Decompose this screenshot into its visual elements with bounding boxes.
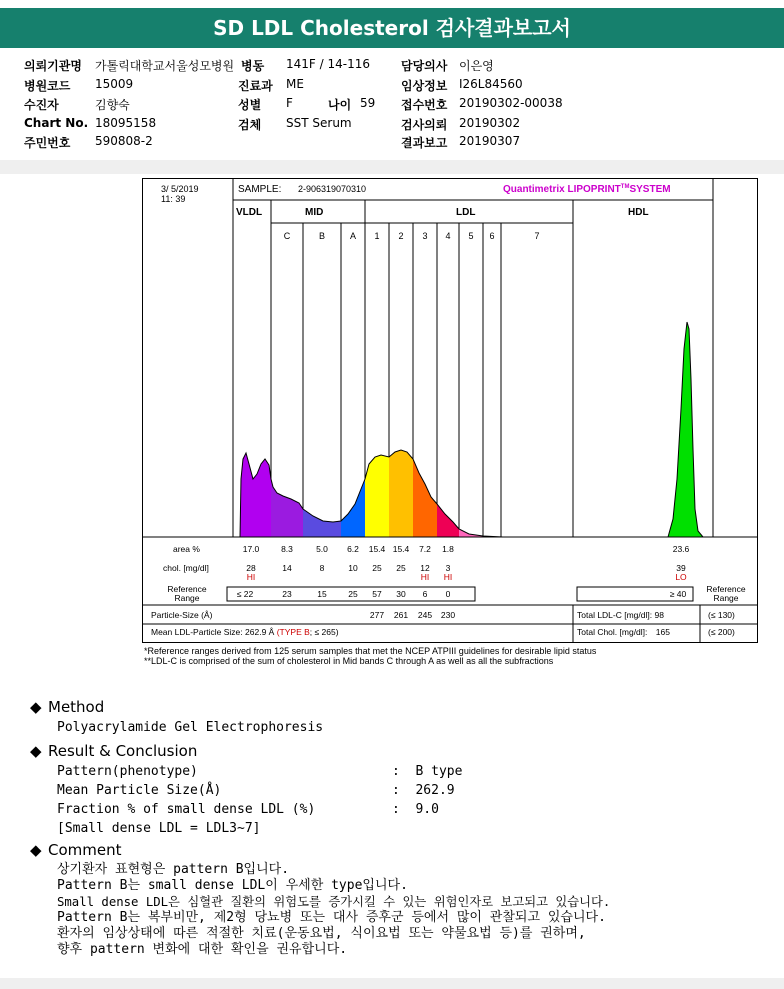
result-size-value: 262.9: [415, 783, 455, 798]
ref-1: 57: [372, 589, 382, 599]
report-time: 11: 39: [161, 194, 186, 204]
label-specimen: 검체: [238, 118, 262, 132]
area-vldl: 17.0: [242, 544, 260, 554]
method-heading-text: Method: [48, 698, 105, 716]
ref-label-1: Reference: [167, 584, 207, 594]
label-receipt-no: 접수번호: [401, 98, 448, 112]
value-result-report: 20190307: [459, 134, 521, 148]
label-physician: 담당의사: [401, 59, 448, 73]
page-footer-bar: [0, 978, 784, 989]
method-heading: [30, 698, 104, 716]
label-resident-no: 주민번호: [24, 136, 71, 150]
value-patient: 김향숙: [95, 98, 130, 112]
ref-hdl: ≥ 40: [669, 589, 687, 599]
ref-3: 6: [422, 589, 428, 599]
value-test-request: 20190302: [459, 116, 521, 130]
band-3: 3: [422, 231, 428, 241]
band-c: C: [283, 231, 291, 241]
band-a: A: [349, 231, 357, 241]
diamond-bullet-icon: ◆: [30, 742, 42, 760]
comment-line-5: 환자의 임상상태에 따른 적절한 치료(운동요법, 식이요법 또는 약물요법 등)를 권하며,: [57, 926, 586, 941]
label-sex: 성별: [238, 98, 262, 112]
area-c: 8.3: [281, 544, 293, 554]
label-chart-no: Chart No.: [24, 116, 89, 130]
total-ldl: Total LDL-C [mg/dl]: 98: [577, 610, 664, 620]
ref-b: 15: [317, 589, 327, 599]
band-b: B: [318, 231, 326, 241]
group-vldl: VLDL: [236, 207, 263, 218]
flag-3: HI: [420, 572, 430, 582]
flag-vldl: HI: [246, 572, 256, 582]
comment-heading-text: Comment: [48, 841, 122, 859]
label-test-request: 검사의뢰: [401, 118, 448, 132]
sample-id: 2-906319070310: [298, 184, 367, 194]
brand-name: Quantimetrix LIPOPRINT™SYSTEM: [503, 184, 671, 195]
ref-label-right-2: Range: [713, 593, 739, 603]
row-area-label: area %: [173, 544, 200, 554]
result-note: [Small dense LDL = LDL3~7]: [57, 821, 261, 836]
band-4: 4: [445, 231, 451, 241]
ref-c: 23: [282, 589, 292, 599]
label-result-report: 결과보고: [401, 136, 448, 150]
result-line-pattern: Pattern(phenotype): [57, 764, 198, 779]
band-5: 5: [468, 231, 474, 241]
chol-2: 25: [396, 563, 406, 573]
band-2: 2: [398, 231, 404, 241]
group-hdl: HDL: [628, 207, 649, 218]
group-mid: MID: [305, 207, 324, 218]
total-chol: Total Chol. [mg/dl]: 165: [577, 627, 670, 637]
ref-4: 0: [445, 589, 451, 599]
result-colon: : 262.9: [392, 783, 455, 798]
area-4: 1.8: [442, 544, 454, 554]
diamond-bullet-icon: ◆: [30, 841, 42, 859]
sample-label: SAMPLE:: [238, 184, 282, 195]
label-age: 나이: [328, 98, 352, 112]
flag-hdl: LO: [675, 572, 687, 582]
label-patient: 수진자: [24, 98, 59, 112]
note-2: **LDL-C is comprised of the sum of cholesterol in Mid bands C through A as well as all the subfractions: [144, 656, 554, 666]
total-chol-ref: (≤ 200): [708, 627, 735, 637]
comment-line-4: Pattern B는 복부비만, 제2형 당뇨병 또는 대사 증후군 등에서 많이 관찰되고 있습니다.: [57, 910, 606, 925]
area-b: 5.0: [316, 544, 328, 554]
total-ldl-ref: (≤ 130): [708, 610, 735, 620]
label-department: 진료과: [238, 79, 273, 93]
band-1: 1: [374, 231, 380, 241]
lipoprint-svg: [143, 179, 757, 642]
chol-3: 12: [420, 563, 430, 573]
particle-2: 261: [393, 610, 409, 620]
comment-line-1: 상기환자 표현형은 pattern B입니다.: [57, 862, 290, 877]
results-table: [143, 544, 757, 642]
chol-hdl: 39: [676, 563, 686, 573]
row-chol-label: chol. [mg/dl]: [163, 563, 209, 573]
band-7: 7: [534, 231, 540, 241]
chol-1: 25: [372, 563, 382, 573]
label-requesting-institution: 의뢰기관명: [24, 59, 82, 73]
result-pattern-value: B type: [415, 764, 463, 779]
value-hospital-code: 15009: [95, 77, 134, 91]
note-1: *Reference ranges derived from 125 serum samples that met the NCEP ATPIII guidelines for desirable lipid status: [144, 646, 597, 656]
value-sex: F: [286, 96, 293, 110]
reference-notes: [144, 646, 596, 666]
ref-label-2: Range: [174, 593, 200, 603]
value-clinical-info: I26L84560: [459, 77, 523, 91]
ref-a: 25: [348, 589, 358, 599]
area-2: 15.4: [392, 544, 410, 554]
band-6: 6: [489, 231, 495, 241]
chol-b: 8: [319, 563, 325, 573]
value-chart-no: 18095158: [95, 116, 157, 130]
result-line-fraction: Fraction % of small dense LDL (%): [57, 802, 316, 817]
electropherogram: [240, 322, 703, 537]
report-date: 3/ 5/2019: [161, 184, 199, 194]
result-heading: [30, 742, 197, 760]
particle-1: 277: [369, 610, 385, 620]
label-hospital-code: 병원코드: [24, 79, 71, 93]
value-physician: 이은영: [459, 59, 494, 73]
mean-size: Mean LDL-Particle Size: 262.9 Å (TYPE B; ≤ 265): [151, 627, 339, 637]
value-specimen: SST Serum: [286, 116, 352, 130]
chol-c: 14: [282, 563, 292, 573]
ref-label-right-1: Reference: [706, 584, 746, 594]
area-3: 7.2: [419, 544, 431, 554]
result-colon: : 9.0: [392, 802, 439, 817]
value-age: 59: [360, 96, 376, 110]
chol-vldl: 28: [246, 563, 256, 573]
ref-vldl: ≤ 22: [236, 589, 254, 599]
particle-4: 230: [440, 610, 456, 620]
particle-3: 245: [417, 610, 433, 620]
value-requesting-institution: 가톨릭대학교서울성모병원: [95, 59, 235, 73]
comment-heading: [30, 841, 122, 859]
result-fraction-value: 9.0: [415, 802, 439, 817]
group-ldl: LDL: [456, 207, 476, 218]
flag-4: HI: [443, 572, 453, 582]
comment-line-6: 향후 pattern 변화에 대한 확인을 권유합니다.: [57, 942, 348, 957]
result-colon: : B type: [392, 764, 463, 779]
lipoprint-report: [142, 178, 758, 643]
area-1: 15.4: [368, 544, 386, 554]
diamond-bullet-icon: ◆: [30, 698, 42, 716]
section-divider: [0, 160, 784, 174]
area-a: 6.2: [347, 544, 359, 554]
label-clinical-info: 임상정보: [401, 79, 448, 93]
value-ward: 141F / 14-116: [286, 57, 370, 71]
value-department: ME: [286, 77, 304, 91]
chol-4: 3: [445, 563, 451, 573]
area-hdl: 23.6: [672, 544, 690, 554]
report-title: SD LDL Cholesterol 검사결과보고서: [0, 8, 784, 48]
comment-line-2: Pattern B는 small dense LDL이 우세한 type입니다.: [57, 878, 408, 893]
particle-label: Particle-Size (Å): [151, 610, 213, 620]
comment-line-3: Small dense LDL은 심혈관 질환의 위험도를 증가시킬 수 있는 위험인자로 보고되고 있습니다.: [57, 895, 611, 909]
result-line-size: Mean Particle Size(Å): [57, 783, 222, 798]
chol-a: 10: [348, 563, 358, 573]
value-resident-no: 590808-2: [95, 134, 153, 148]
value-receipt-no: 20190302-00038: [459, 96, 563, 110]
result-heading-text: Result & Conclusion: [48, 742, 198, 760]
ref-2: 30: [396, 589, 406, 599]
method-text: Polyacrylamide Gel Electrophoresis: [57, 720, 324, 735]
label-ward: 병동: [241, 59, 265, 73]
